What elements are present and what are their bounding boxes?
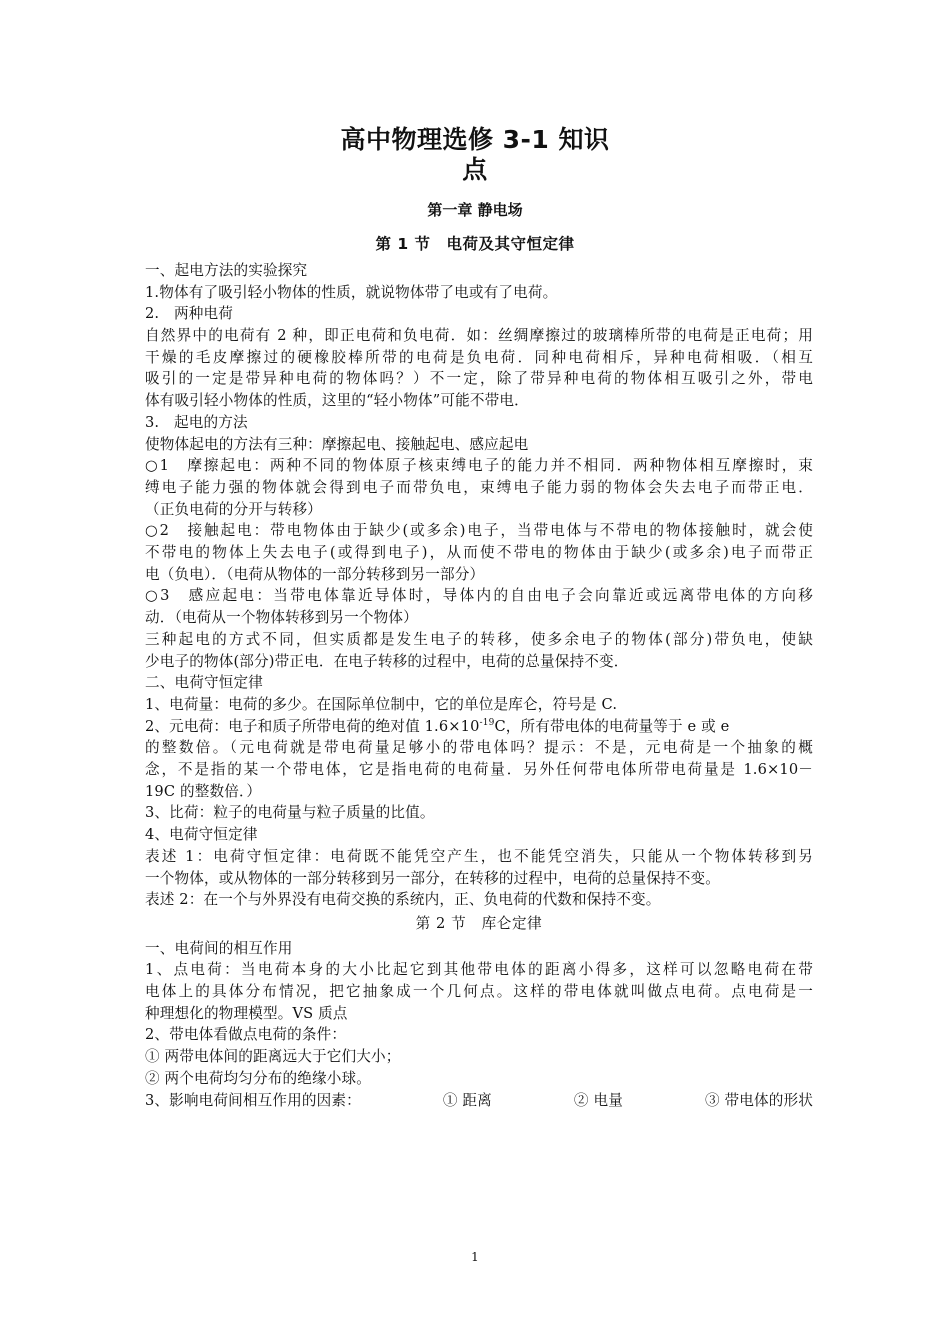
text-line: （正负电荷的分开与转移） [145, 500, 322, 518]
chapter-heading: 第一章 静电场 [427, 201, 523, 219]
text-line: 19C 的整数倍．） [145, 782, 262, 800]
text-line: 自然界中的电荷有 2 种，即正电荷和负电荷．如：丝绸摩擦过的玻璃棒所带的电荷是正电荷；用 [145, 327, 813, 345]
text-line: 少电子的物体(部分)带正电．在电子转移的过程中，电荷的总量保持不变． [145, 652, 629, 670]
factor-distance: ① 距离 [442, 1091, 492, 1109]
factors-line [145, 1090, 813, 1112]
text-line: ○3 感应起电：当带电体靠近导体时，导体内的自由电子会向靠近或远离带电体的方向移 [145, 587, 813, 605]
document-body [145, 260, 813, 1111]
text-line: 3、比荷：粒子的电荷量与粒子质量的比值。 [145, 804, 435, 822]
text-line: ○1 摩擦起电：两种不同的物体原子核束缚电子的能力并不相同．两种物体相互摩擦时，束 [145, 457, 813, 475]
text-line: 2、带电体看做点电荷的条件： [145, 1026, 347, 1044]
section1-paragraphs [145, 260, 813, 716]
text-line: 2. 两种电荷 [145, 305, 233, 323]
text-line: 二、电荷守恒定律 [145, 674, 263, 692]
text-line: 表述 1：电荷守恒定律：电荷既不能凭空产生，也不能凭空消失，只能从一个物体转移到另 [145, 847, 813, 865]
section1-heading: 第 1 节 电荷及其守恒定律 [375, 235, 575, 253]
text-line: 电体上的具体分布情况，把它抽象成一个几何点。这样的带电体就叫做点电荷。点电荷是一 [145, 983, 813, 1000]
text-line: 表述 2：在一个与外界没有电荷交换的系统内，正、负电荷的代数和保持不变。 [145, 891, 661, 909]
text-line: 一个物体，或从物体的一部分转移到另一部分，在转移的过程中，电荷的总量保持不变。 [145, 869, 721, 887]
text-line: 念，不是指的某一个带电体，它是指电荷的电荷量．另外任何带电体所带电荷量是 1.6×10－ [145, 761, 813, 779]
text-line: 的整数倍。（元电荷就是带电荷量足够小的带电体吗？提示：不是，元电荷是一个抽象的概 [145, 739, 813, 757]
doc-title-line2: 点 [462, 155, 488, 184]
text-line: 电（负电）．（电荷从物体的一部分转移到另一部分） [145, 565, 485, 583]
text-line: 缚电子能力强的物体就会得到电子而带负电，束缚电子能力弱的物体会失去电子而带正电． [145, 478, 813, 496]
elementary-charge-line [145, 716, 813, 738]
elem-charge-text: 2、元电荷：电子和质子所带电荷的绝对值 1.6×10 [145, 717, 480, 735]
text-line: 4、电荷守恒定律 [145, 826, 258, 844]
text-line: ① 两带电体间的距离远大于它们大小； [145, 1048, 401, 1066]
text-line: 种理想化的物理模型。VS 质点 [145, 1004, 348, 1022]
text-line: 不带电的物体上失去电子(或得到电子)，从而使不带电的物体由于缺少(或多余)电子而带正 [145, 544, 813, 562]
section1-paragraphs-cont [145, 737, 813, 911]
doc-title-line1: 高中物理选修 3-1 知识 [340, 125, 610, 154]
text-line: 体有吸引轻小物体的性质，这里的“轻小物体”可能不带电． [145, 392, 529, 410]
text-line: 吸引的一定是带异种电荷的物体吗？）不一定，除了带异种电荷的物体相互吸引之外，带电 [145, 370, 813, 388]
elem-charge-text-end: C，所有带电体的电荷量等于 e 或 e [494, 717, 730, 735]
elem-charge-exponent: -19 [479, 717, 495, 728]
text-line: 1、点电荷：当电荷本身的大小比起它到其他带电体的距离小得多，这样可以忽略电荷在带 [145, 961, 813, 979]
page-number: 1 [471, 1250, 479, 1264]
section2-heading: 第 2 节 库仑定律 [415, 914, 543, 932]
text-line: 使物体起电的方法有三种：摩擦起电、接触起电、感应起电 [145, 435, 529, 453]
section2-paragraphs [145, 938, 813, 1090]
text-line: 动．（电荷从一个物体转移到另一个物体） [145, 609, 418, 627]
text-line: ② 两个电荷均匀分布的绝缘小球。 [145, 1069, 371, 1087]
text-line: 一、起电方法的实验探究 [145, 262, 308, 279]
text-line: 干燥的毛皮摩擦过的硬橡胶棒所带的电荷是负电荷．同种电荷相斥，异种电荷相吸．（相互 [145, 348, 813, 366]
factor-charge: ② 电量 [573, 1091, 623, 1109]
text-line: ○2 接触起电：带电物体由于缺少(或多余)电子，当带电体与不带电的物体接触时，就会使 [145, 522, 813, 540]
text-line: 一、电荷间的相互作用 [145, 939, 293, 957]
text-line: 三种起电的方式不同，但实质都是发生电子的转移，使多余电子的物体(部分)带负电，使缺 [145, 630, 813, 648]
text-line: 3. 起电的方法 [145, 413, 248, 431]
factor-shape: ③ 带电体的形状 [704, 1091, 813, 1109]
factors-label: 3、影响电荷间相互作用的因素： [145, 1091, 361, 1109]
text-line: 1、电荷量：电荷的多少。在国际单位制中，它的单位是库仑，符号是 C. [145, 695, 618, 713]
text-line: 1.物体有了吸引轻小物体的性质，就说物体带了电或有了电荷。 [145, 283, 558, 301]
